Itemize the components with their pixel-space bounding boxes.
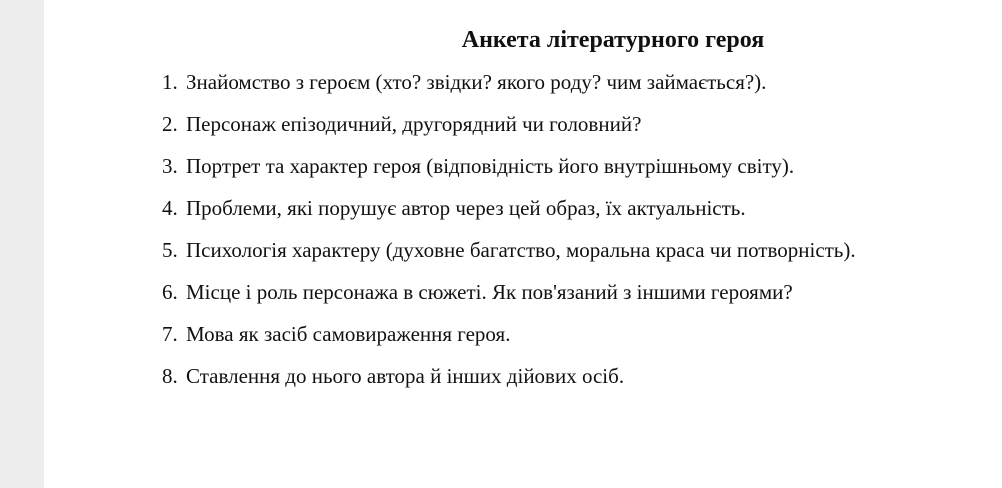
document-page	[44, 0, 1002, 488]
item-number: 8.	[162, 364, 178, 388]
item-number: 6.	[162, 280, 178, 304]
item-number: 7.	[162, 322, 178, 346]
item-number: 2.	[162, 112, 178, 136]
item-number: 3.	[162, 154, 178, 178]
item-number: 5.	[162, 238, 178, 262]
list-item	[162, 150, 856, 192]
item-text: Місце і роль персонажа в сюжеті. Як пов'язаний з іншими героями?	[186, 280, 793, 304]
item-number: 1.	[162, 70, 178, 94]
list-item	[162, 192, 856, 234]
list-item	[162, 108, 856, 150]
item-number: 4.	[162, 196, 178, 220]
document-title: Анкета літературного героя	[461, 27, 765, 53]
list-item	[162, 276, 856, 318]
left-gutter	[0, 0, 44, 488]
list-item	[162, 66, 856, 108]
item-text: Знайомство з героєм (хто? звідки? якого роду? чим займається?).	[186, 70, 767, 94]
list-item	[162, 318, 856, 360]
list-item	[162, 360, 856, 402]
item-text: Портрет та характер героя (відповідність його внутрішньому світу).	[186, 154, 795, 178]
item-text: Ставлення до нього автора й інших дійових осіб.	[186, 364, 625, 388]
item-text: Мова як засіб самовираження героя.	[186, 322, 511, 346]
list-item	[162, 234, 856, 276]
item-text: Проблеми, які порушує автор через цей образ, їх актуальність.	[186, 196, 746, 220]
item-text: Психологія характеру (духовне багатство, моральна краса чи потворність).	[186, 238, 856, 262]
item-text: Персонаж епізодичний, другорядний чи головний?	[186, 112, 642, 136]
question-list	[162, 66, 856, 402]
